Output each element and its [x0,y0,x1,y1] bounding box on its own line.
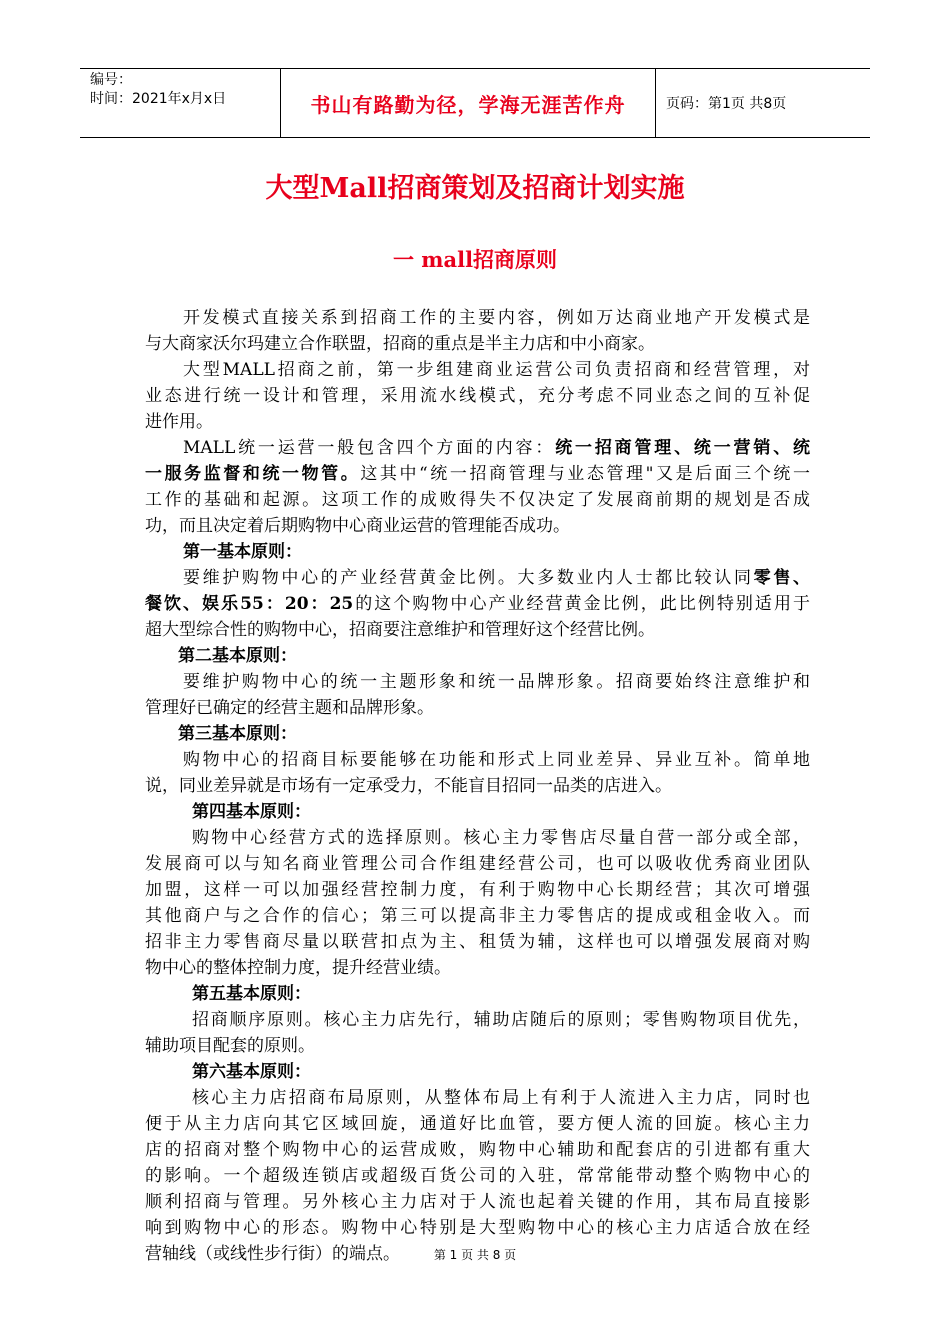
bold-text: 第五基本原则： [192,984,311,1004]
bold-text: 统一招商管理、统一营销、统 [555,438,811,458]
body-text-span: 要维护购物中心的产业经营黄金比例。大多数业内人士都比较认同 [183,568,754,588]
body-text-span: 便于从主力店向其它区域回旋，通道好比血管，要方便人流的回旋。核心主力 [145,1114,810,1134]
bold-text: 第六基本原则： [192,1062,311,1082]
body-line [145,1034,810,1058]
body-text-span: 开发模式直接关系到招商工作的主要内容，例如万达商业地产开发模式是 [183,308,810,328]
header-page-info: 页码：第1页 共8页 [666,96,787,112]
body-text-span: 要维护购物中心的统一主题形象和统一品牌形象。招商要始终注意维护和 [183,672,810,692]
body-line [145,722,810,746]
bold-text: 第四基本原则： [192,802,311,822]
body-line [145,1164,810,1188]
body-line [145,618,810,642]
body-line [145,982,810,1006]
body-text-span: 工作的基础和起源。这项工作的成败得失不仅决定了发展商前期的规划是否成 [145,490,810,510]
body-text-span: 店的招商对整个购物中心的运营成败，购物中心辅助和配套店的引进都有重大 [145,1140,810,1160]
body-line [145,1086,810,1110]
body-line [145,800,810,824]
bold-text: 零售、 [753,568,811,588]
body-text-span: 其他商户与之合作的信心；第三可以提高非主力零售店的提成或租金收入。而 [145,906,810,926]
document-title: 大型Mall招商策划及招商计划实施 [265,173,685,204]
body-line [145,696,810,720]
body-text-span: 核心主力店招商布局原则，从整体布局上有利于人流进入主力店，同时也 [192,1088,810,1108]
bold-text: 餐饮、娱乐55：20：25 [145,594,354,614]
body-line [145,410,810,434]
body-text-span: 招非主力零售商尽量以联营扣点为主、租赁为辅，这样也可以增强发展商对购 [145,932,810,952]
body-text-span: 超大型综合性的购物中心，招商要注意维护和管理好这个经营比例。 [145,620,655,640]
body-line [145,384,810,408]
body-line [145,1190,810,1214]
body-text-span: 说，同业差异就是市场有一定承受力，不能盲目招同一品类的店进入。 [145,776,672,796]
body-line [145,592,810,616]
body-line [145,826,810,850]
header-time-label: 时间：2021年x月x日 [90,91,227,107]
body-line [145,488,810,512]
body-text-span: 物中心的整体控制力度，提升经营业绩。 [145,958,451,978]
body-line [145,1138,810,1162]
bold-text: 第二基本原则： [178,646,297,666]
body-text-span: 的影响。一个超级连锁店或超级百货公司的入驻，常常能带动整个购物中心的 [145,1166,810,1186]
body-text-span: 营轴线（或线性步行街）的端点。 [145,1244,400,1264]
header-motto: 书山有路勤为径，学海无涯苦作舟 [280,69,656,137]
body-text-span: 发展商可以与知名商业管理公司合作组建经营公司，也可以吸收优秀商业团队 [145,854,810,874]
body-text-span: 招商顺序原则。核心主力店先行，辅助店随后的原则；零售购物项目优先， [192,1010,810,1030]
body-line [145,462,810,486]
body-line [145,878,810,902]
body-text-span: 顺利招商与管理。另外核心主力店对于人流也起着关键的作用，其布局直接影 [145,1192,810,1212]
bold-text: 一服务监督和统一物管。 [145,464,361,484]
body-line [145,332,810,356]
body-line [145,566,810,590]
body-text-span: 的这个购物中心产业经营黄金比例，此比例特别适用于 [353,594,810,614]
body-line [145,930,810,954]
body-line [145,436,810,460]
body-line [145,540,810,564]
body-line [145,1008,810,1032]
header-meta [80,69,280,137]
section-heading: 一 mall招商原则 [392,247,558,272]
body-text-span: 大型MALL招商之前，第一步组建商业运营公司负责招商和经营管理，对 [183,360,810,380]
header-number-label: 编号： [90,72,132,88]
body-text-span: 业态进行统一设计和管理，采用流水线模式，充分考虑不同业态之间的互补促 [145,386,810,406]
body-line [145,644,810,668]
body-text-span: 管理好已确定的经营主题和品牌形象。 [145,698,434,718]
body-line [145,306,810,330]
body-text-span: MALL统一运营一般包含四个方面的内容： [183,438,556,458]
body-text-span: 加盟，这样一可以加强经营控制力度，有利于购物中心长期经营；其次可增强 [145,880,810,900]
bold-text: 第三基本原则： [178,724,297,744]
body-line [145,1060,810,1084]
body-line [145,774,810,798]
body-line [145,852,810,876]
body-text-span: 辅助项目配套的原则。 [145,1036,315,1056]
body-line [145,358,810,382]
body-line [145,956,810,980]
body-text-span: 与大商家沃尔玛建立合作联盟，招商的重点是半主力店和中小商家。 [145,334,655,354]
body-line [145,748,810,772]
body-text-span: 购物中心经营方式的选择原则。核心主力零售店尽量自营一部分或全部， [192,828,810,848]
body-text-span: 响到购物中心的形态。购物中心特别是大型购物中心的核心主力店适合放在经 [145,1218,810,1238]
body-line [145,670,810,694]
document-header [80,68,870,138]
body-text-span: 功，而且决定着后期购物中心商业运营的管理能否成功。 [145,516,570,536]
bold-text: 第一基本原则： [183,542,302,562]
body-line [145,1216,810,1240]
body-line [145,904,810,928]
body-text-span: 这其中“统一招商管理与业态管理"又是后面三个统一 [360,464,811,484]
page-footer: 第 1 页 共 8 页 [433,1248,517,1262]
body-line [145,1112,810,1136]
body-text-span: 进作用。 [145,412,213,432]
body-line [145,514,810,538]
body-text-span: 购物中心的招商目标要能够在功能和形式上同业差异、异业互补。简单地 [183,750,810,770]
